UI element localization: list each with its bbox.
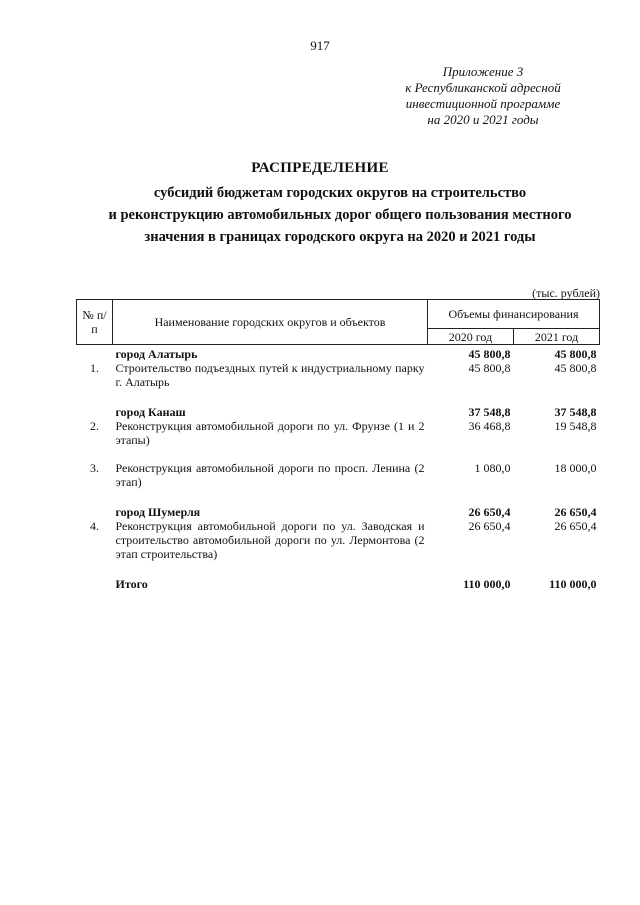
object-value-2021: 18 000,0 — [554, 461, 597, 475]
group-total-2020: 45 800,8 — [468, 347, 511, 361]
group-total-2021: 26 650,4 — [554, 505, 597, 519]
total-label: Итого — [115, 577, 148, 591]
group-name: город Шумерля — [115, 505, 201, 519]
group-total-2021: 37 548,8 — [554, 405, 597, 419]
object-value-2020: 26 650,4 — [468, 519, 511, 533]
header-year-2020: 2020 год — [428, 329, 514, 345]
appendix-line: к Республиканской адресной — [405, 80, 561, 95]
row-number: 2. — [90, 419, 99, 433]
appendix-line: Приложение 3 — [442, 64, 524, 79]
total-2021: 110 000,0 — [549, 577, 597, 591]
group-name: город Канаш — [115, 405, 186, 419]
object-value-2020: 1 080,0 — [474, 461, 511, 475]
subtitle-line: и реконструкцию автомобильных дорог общего пользования местного — [108, 207, 572, 223]
table-row — [77, 519, 600, 561]
group-row — [77, 503, 600, 519]
object-value-2021: 19 548,8 — [554, 419, 597, 433]
table-row — [77, 419, 600, 447]
units-label: (тыс. рублей) — [532, 286, 600, 300]
header-name: Наименование городских округов и объектов — [113, 300, 428, 345]
row-number: 1. — [90, 361, 99, 375]
header-num: № п/п — [77, 300, 113, 345]
object-value-2021: 45 800,8 — [554, 361, 597, 375]
object-name: Реконструкция автомобильной дороги по ул. Заводская и строительство автомобильной дороги по ул. Лермонтова (2 этап строительства) — [115, 519, 425, 561]
header-volumes: Объемы финансирования — [428, 300, 600, 329]
object-value-2020: 45 800,8 — [468, 361, 511, 375]
object-name: Реконструкция автомобильной дороги по ул. Фрунзе (1 и 2 этапы) — [115, 419, 425, 447]
object-name: Строительство подъездных путей к индустриальному парку г. Алатырь — [115, 361, 425, 389]
object-value-2021: 26 650,4 — [554, 519, 597, 533]
header-year-2021: 2021 год — [514, 329, 600, 345]
document-title: РАСПРЕДЕЛЕНИЕ — [251, 160, 389, 176]
appendix-line: на 2020 и 2021 годы — [427, 112, 539, 127]
subtitle-line: значения в границах городского округа на 2020 и 2021 годы — [144, 229, 536, 245]
table-row — [77, 361, 600, 389]
object-name: Реконструкция автомобильной дороги по просп. Ленина (2 этап) — [115, 461, 425, 489]
group-total-2020: 26 650,4 — [468, 505, 511, 519]
group-row — [77, 403, 600, 419]
row-number: 3. — [90, 461, 99, 475]
group-name: город Алатырь — [115, 347, 198, 361]
group-total-2021: 45 800,8 — [554, 347, 597, 361]
distribution-table — [76, 299, 600, 591]
group-row — [77, 345, 600, 362]
appendix-line: инвестиционной программе — [405, 96, 561, 111]
page-number: 917 — [310, 38, 330, 53]
document-subtitle — [90, 182, 590, 248]
subtitle-line: субсидий бюджетам городских округов на строительство — [153, 185, 527, 201]
row-number: 4. — [90, 519, 99, 533]
appendix-note — [368, 64, 598, 128]
table-row — [77, 461, 600, 489]
total-2020: 110 000,0 — [463, 577, 511, 591]
group-total-2020: 37 548,8 — [468, 405, 511, 419]
object-value-2020: 36 468,8 — [468, 419, 511, 433]
total-row — [77, 575, 600, 591]
